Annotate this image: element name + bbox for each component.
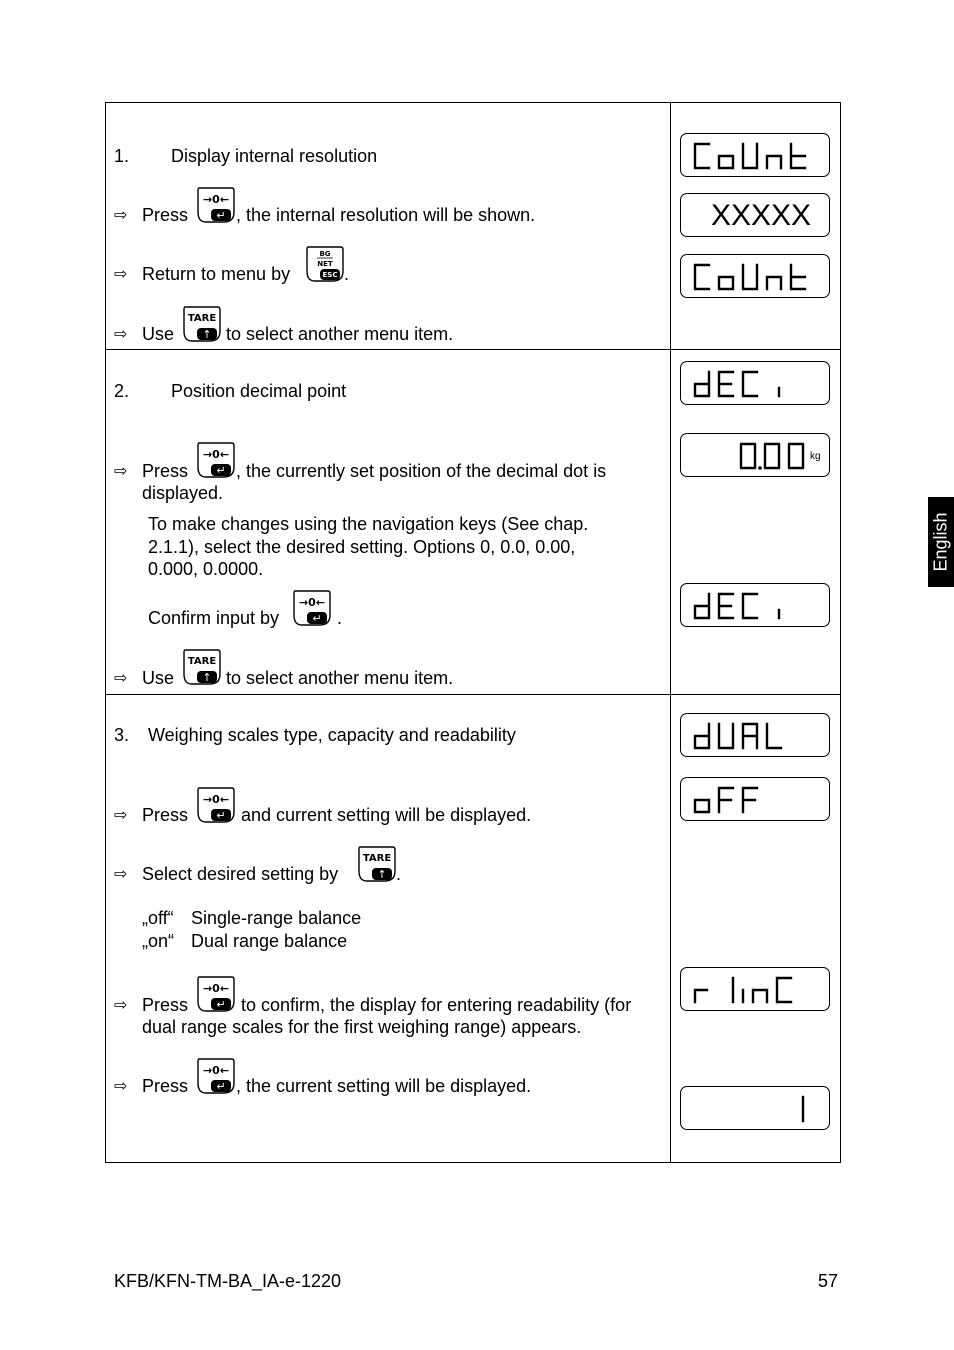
lcd-unit-label: kg: [810, 451, 821, 462]
lcd-display-count: [680, 133, 830, 177]
section-1-number: 1.: [114, 146, 130, 166]
section-2-para-line-2: 2.1.1), select the desired setting. Options 0, 0.0, 0.00,: [148, 537, 576, 557]
zero-enter-key-icon: [196, 1057, 236, 1097]
svg-text:↵: ↵: [312, 612, 322, 625]
svg-text:↵: ↵: [216, 209, 226, 222]
section-3-title: Weighing scales type, capacity and readability: [148, 725, 516, 745]
section-3-step-4-post: , the current setting will be displayed.: [236, 1076, 532, 1096]
lcd-display-deci: [680, 583, 830, 627]
svg-text:↵: ↵: [216, 809, 226, 822]
arrow-icon: ⇨: [114, 995, 128, 1014]
svg-text:↑: ↑: [202, 328, 212, 341]
lcd-display-readability: [680, 1086, 830, 1130]
section-2-step-1-post: , the currently set position of the decimal dot is: [236, 461, 607, 481]
tare-up-key-icon: [357, 845, 397, 885]
option-off-key: „off“: [142, 908, 174, 928]
lcd-display-decimal-value: [680, 433, 830, 477]
table-border-top: [105, 102, 841, 103]
zero-enter-key-icon: [196, 186, 236, 226]
option-on-key: „on“: [142, 931, 175, 951]
table-column-divider: [670, 102, 671, 1163]
arrow-icon: ⇨: [114, 324, 128, 343]
section-2-step-3-post: to select another menu item.: [226, 668, 454, 688]
table-border-left: [105, 102, 106, 1163]
lcd-display-resolution: [680, 193, 830, 237]
language-tab-label: English: [930, 512, 951, 572]
svg-text:↑: ↑: [377, 868, 387, 881]
footer-page-number: 57: [818, 1271, 839, 1291]
tare-up-key-icon: [182, 648, 222, 688]
svg-text:↵: ↵: [216, 998, 226, 1011]
arrow-icon: ⇨: [114, 461, 128, 480]
lcd-display-rinc: [680, 967, 830, 1011]
section-1-step-2-pre: Return to menu by: [142, 264, 291, 284]
arrow-icon: ⇨: [114, 205, 128, 224]
section-2-step-1-pre: Press: [142, 461, 189, 481]
svg-text:→0←: →0←: [202, 982, 230, 995]
option-off-value: Single-range balance: [191, 908, 362, 928]
table-border-bottom: [105, 1162, 841, 1163]
svg-text:→0←: →0←: [202, 448, 230, 461]
svg-text:TARE: TARE: [187, 313, 217, 324]
svg-text:TARE: TARE: [362, 853, 392, 864]
lcd-display-count: [680, 254, 830, 298]
section-2-para-line-3: 0.000, 0.0000.: [148, 559, 264, 579]
esc-key-icon: [305, 245, 345, 285]
arrow-icon: ⇨: [114, 864, 128, 883]
section-3-number: 3.: [114, 725, 130, 745]
section-1-step-2-post: .: [344, 264, 350, 284]
svg-text:↑: ↑: [202, 671, 212, 684]
table-row-divider: [105, 694, 841, 695]
section-2-confirm-post: .: [337, 608, 343, 628]
svg-text:NET: NET: [317, 260, 333, 268]
section-1-step-1-pre: Press: [142, 205, 189, 225]
lcd-display-off: [680, 777, 830, 821]
lcd-display-dual: [680, 713, 830, 757]
arrow-icon: ⇨: [114, 668, 128, 687]
svg-text:↵: ↵: [216, 1080, 226, 1093]
table-row-divider: [105, 349, 841, 350]
section-2-confirm-pre: Confirm input by: [148, 608, 280, 628]
svg-text:ESC: ESC: [322, 271, 338, 279]
zero-enter-key-icon: [196, 786, 236, 826]
section-3-step-4-pre: Press: [142, 1076, 189, 1096]
zero-enter-key-icon: [292, 589, 332, 629]
tare-up-key-icon: [182, 305, 222, 345]
svg-text:→0←: →0←: [298, 596, 326, 609]
svg-text:→0←: →0←: [202, 1064, 230, 1077]
language-tab: [928, 497, 954, 587]
section-3-step-2-pre: Select desired setting by: [142, 864, 339, 884]
arrow-icon: ⇨: [114, 805, 128, 824]
arrow-icon: ⇨: [114, 264, 128, 283]
section-2-step-1-cont: displayed.: [142, 483, 224, 503]
section-2-number: 2.: [114, 381, 130, 401]
section-3-step-1-post: and current setting will be displayed.: [241, 805, 532, 825]
lcd-display-deci: [680, 361, 830, 405]
table-border-right: [840, 102, 841, 1163]
svg-text:↵: ↵: [216, 464, 226, 477]
zero-enter-key-icon: [196, 441, 236, 481]
section-3-step-1-pre: Press: [142, 805, 189, 825]
svg-text:→0←: →0←: [202, 793, 230, 806]
arrow-icon: ⇨: [114, 1076, 128, 1095]
svg-text:BG: BG: [319, 250, 331, 258]
option-on-value: Dual range balance: [191, 931, 348, 951]
zero-enter-key-icon: [196, 975, 236, 1015]
section-1-step-1-post: , the internal resolution will be shown.: [236, 205, 536, 225]
svg-text:TARE: TARE: [187, 656, 217, 667]
footer-document-id: KFB/KFN-TM-BA_IA-e-1220: [114, 1271, 342, 1291]
section-3-step-3-pre: Press: [142, 995, 189, 1015]
section-1-title: Display internal resolution: [171, 146, 378, 166]
section-3-step-2-post: .: [396, 864, 402, 884]
section-2-para-line-1: To make changes using the navigation keys (See chap.: [148, 514, 589, 534]
section-3-step-3-post: to confirm, the display for entering readability (for: [241, 995, 632, 1015]
lcd-resolution-value: XXXXX: [710, 199, 811, 232]
section-2-step-3-pre: Use: [142, 668, 175, 688]
section-2-title: Position decimal point: [171, 381, 347, 401]
svg-text:→0←: →0←: [202, 193, 230, 206]
section-3-step-3-cont: dual range scales for the first weighing range) appears.: [142, 1017, 582, 1037]
section-1-step-3-post: to select another menu item.: [226, 324, 454, 344]
section-1-step-3-pre: Use: [142, 324, 175, 344]
